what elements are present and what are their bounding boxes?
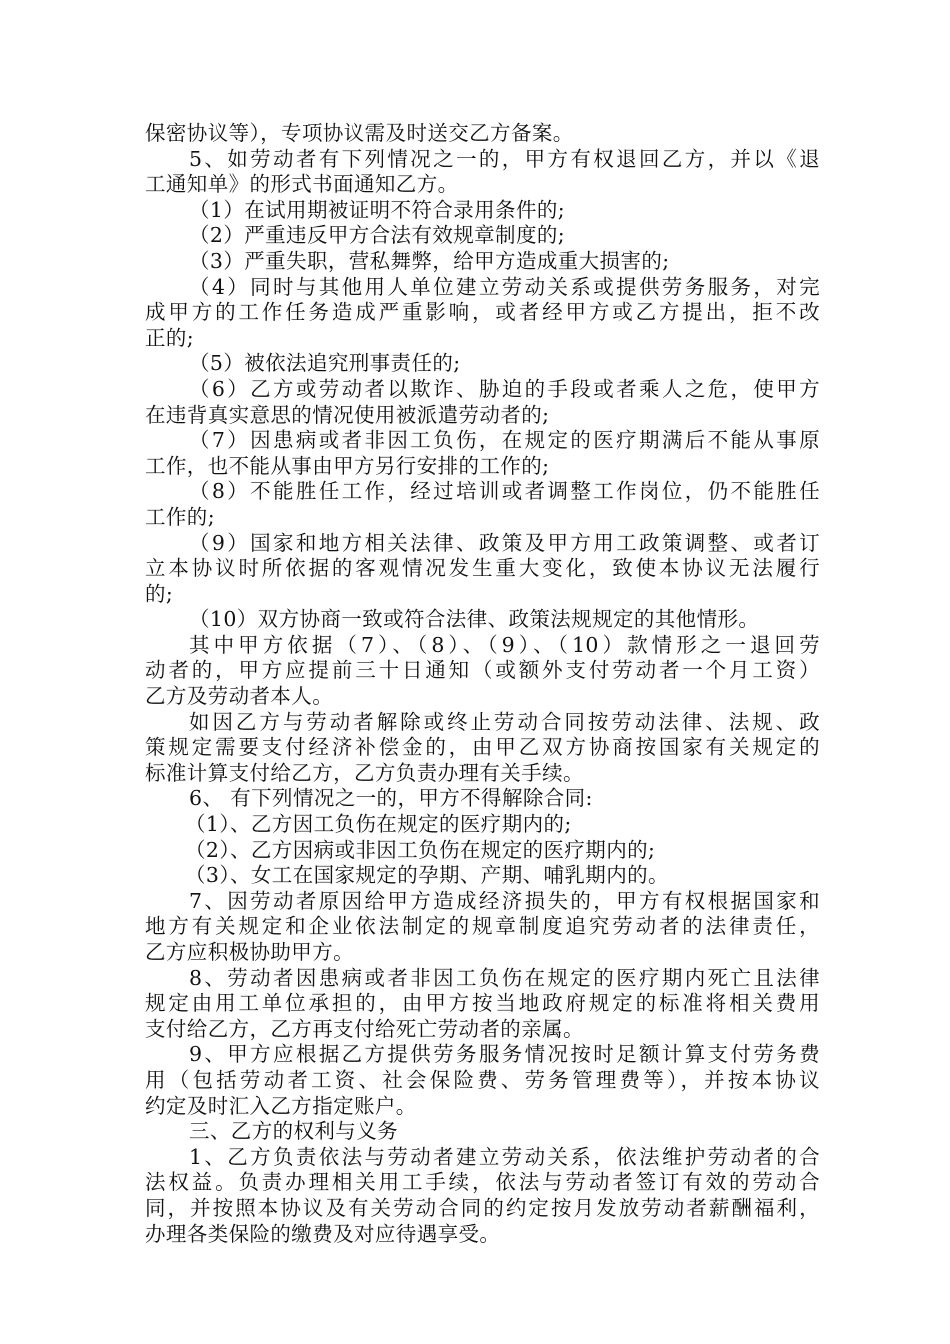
text-line: 策规定需要支付经济补偿金的，由甲乙双方协商按国家有关规定的 (145, 735, 820, 760)
text-line: （9）国家和地方相关法律、政策及甲方用工政策调整、或者订 (189, 530, 820, 555)
text-line: 立本协议时所依据的客观情况发生重大变化，致使本协议无法履行 (145, 556, 820, 581)
text-line: 工作，也不能从事由甲方另行安排的工作的; (145, 453, 550, 478)
text-line: （3）、女工在国家规定的孕期、产期、哺乳期内的。 (185, 863, 669, 888)
text-line: （4）同时与其他用人单位建立劳动关系或提供劳务服务，对完 (189, 274, 820, 299)
text-line: 1、乙方负责依法与劳动者建立劳动关系，依法维护劳动者的合 (189, 1144, 820, 1169)
text-line: 7、因劳动者原因给甲方造成经济损失的，甲方有权根据国家和 (189, 888, 820, 913)
text-line: （5）被依法追究刑事责任的; (189, 351, 461, 376)
text-line: （3）严重失职，营私舞弊，给甲方造成重大损害的; (189, 248, 670, 273)
text-line: 成甲方的工作任务造成严重影响，或者经甲方或乙方提出，拒不改 (145, 300, 820, 325)
text-line: （2）、乙方因病或非因工负伤在规定的医疗期内的; (185, 837, 656, 862)
text-line: 正的; (145, 325, 195, 350)
text-line: （10）双方协商一致或符合法律、政策法规规定的其他情形。 (189, 607, 760, 632)
text-line: 动者的，甲方应提前三十日通知（或额外支付劳动者一个月工资） (145, 658, 820, 683)
text-line: 法权益。负责办理相关用工手续，依法与劳动者签订有效的劳动合 (145, 1170, 820, 1195)
text-line: 在违背真实意思的情况使用被派遣劳动者的; (145, 402, 550, 427)
text-line: 规定由用工单位承担的，由甲方按当地政府规定的标准将相关费用 (145, 991, 820, 1016)
text-line: （7）因患病或者非因工负伤，在规定的医疗期满后不能从事原 (189, 428, 820, 453)
text-line: （1）、乙方因工负伤在规定的医疗期内的; (185, 812, 572, 837)
text-line: （1）在试用期被证明不符合录用条件的; (189, 197, 566, 222)
text-line: 8、劳动者因患病或者非因工负伤在规定的医疗期内死亡且法律 (189, 965, 820, 990)
text-line: 三、乙方的权利与义务 (189, 1119, 398, 1144)
text-line: 办理各类保险的缴费及对应待遇享受。 (145, 1221, 501, 1246)
text-line: 工作的; (145, 504, 216, 529)
text-line: 9、甲方应根据乙方提供劳务服务情况按时足额计算支付劳务费 (189, 1042, 820, 1067)
text-line: 标准计算支付给乙方，乙方负责办理有关手续。 (145, 760, 584, 785)
text-line: 同，并按照本协议及有关劳动合同的约定按月发放劳动者薪酬福利， (145, 1195, 820, 1220)
text-line: 如因乙方与劳动者解除或终止劳动合同按劳动法律、法规、政 (189, 709, 820, 734)
text-line: 支付给乙方，乙方再支付给死亡劳动者的亲属。 (145, 1016, 584, 1041)
text-line: 6、 有下列情况之一的，甲方不得解除合同: (189, 786, 593, 811)
contract-body-text (145, 121, 820, 1247)
text-line: 保密协议等），专项协议需及时送交乙方备案。 (145, 121, 574, 145)
text-line: （8）不能胜任工作，经过培训或者调整工作岗位，仍不能胜任 (189, 479, 820, 504)
text-line: （6）乙方或劳动者以欺诈、胁迫的手段或者乘人之危，使甲方 (189, 376, 820, 401)
text-line: 用（包括劳动者工资、社会保险费、劳务管理费等），并按本协议 (145, 1067, 820, 1092)
text-line: 其中甲方依据（7）、（8）、（9）、（10）款情形之一退回劳 (189, 632, 820, 657)
text-line: 地方有关规定和企业依法制定的规章制度追究劳动者的法律责任， (145, 914, 820, 939)
text-line: 约定及时汇入乙方指定账户。 (145, 1093, 417, 1118)
text-line: 工通知单》的形式书面通知乙方。 (145, 172, 459, 197)
text-line: 的; (145, 581, 174, 606)
text-line: 5、如劳动者有下列情况之一的，甲方有权退回乙方，并以《退 (189, 146, 820, 171)
text-line: 乙方应积极协助甲方。 (145, 940, 354, 964)
text-line: （2）严重违反甲方合法有效规章制度的; (189, 223, 566, 248)
text-line: 乙方及劳动者本人。 (145, 684, 334, 709)
